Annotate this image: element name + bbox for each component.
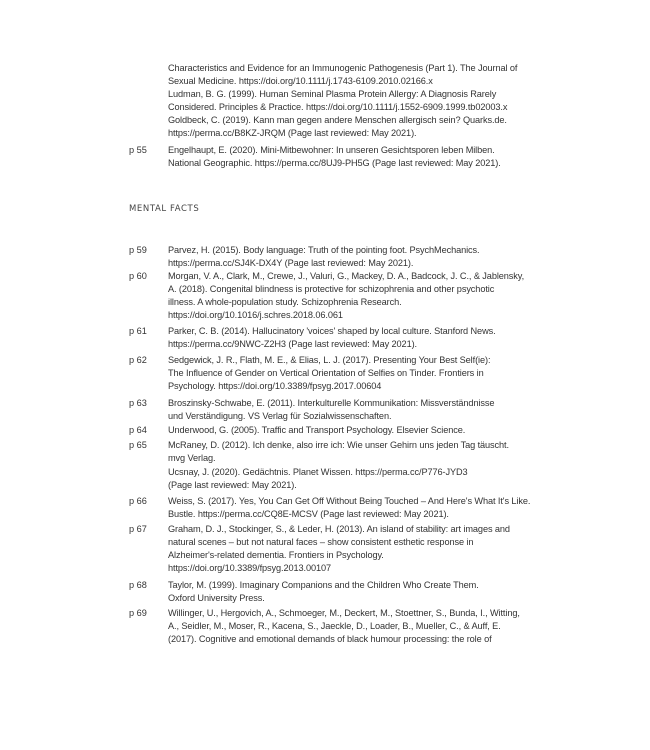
page-number-label: p 64 [129,425,147,435]
reference-line: Characteristics and Evidence for an Immunogenic Pathogenesis (Part 1). The Journal of [168,63,518,73]
reference-line: https://perma.cc/B8KZ-JRQM (Page last reviewed: May 2021). [168,128,417,138]
reference-line: Psychology. https://doi.org/10.3389/fpsyg.2017.00604 [168,381,382,391]
reference-line: Bustle. https://perma.cc/CQ8E-MCSV (Page last reviewed: May 2021). [168,509,449,519]
reference-line: A., Seidler, M., Moser, R., Kacena, S., Jaeckle, D., Loader, B., Mueller, C., & Auff, E. [168,621,501,631]
page-number-label: p 60 [129,271,147,281]
reference-line: Graham, D. J., Stockinger, S., & Leder, H. (2013). An island of stability: art images and [168,524,510,534]
page-number-label: p 55 [129,145,147,155]
reference-line: natural scenes – but not natural faces – show consistent esthetic response in [168,537,474,547]
reference-line: Willinger, U., Hergovich, A., Schmoeger, M., Deckert, M., Stoettner, S., Bunda, I., Witting, [168,608,520,618]
reference-line: https://perma.cc/9NWC-Z2H3 (Page last reviewed: May 2021). [168,339,417,349]
reference-line: Goldbeck, C. (2019). Kann man gegen andere Menschen allergisch sein? Quarks.de. [168,115,507,125]
reference-line: illness. A whole-population study. Schizophrenia Research. [168,297,402,307]
page-number-label: p 59 [129,245,147,255]
reference-line: Taylor, M. (1999). Imaginary Companions and the Children Who Create Them. [168,580,479,590]
reference-line: Oxford University Press. [168,593,265,603]
page-number-label: p 69 [129,608,147,618]
reference-line: Parker, C. B. (2014). Hallucinatory 'voices' shaped by local culture. Stanford News. [168,326,496,336]
reference-line: Weiss, S. (2017). Yes, You Can Get Off Without Being Touched – And Here's What It's Like. [168,496,531,506]
reference-line: Alzheimer's-related dementia. Frontiers in Psychology. [168,550,384,560]
reference-line: https://doi.org/10.1016/j.schres.2018.06.061 [168,310,343,320]
page-number-label: p 61 [129,326,147,336]
reference-line: und Verständigung. VS Verlag für Sozialwissenschaften. [168,411,392,421]
page-number-label: p 63 [129,398,147,408]
reference-line: Morgan, V. A., Clark, M., Crewe, J., Valuri, G., Mackey, D. A., Badcock, J. C., & Jablensky, [168,271,525,281]
reference-line: mvg Verlag. [168,453,216,463]
reference-line: The Influence of Gender on Vertical Orientation of Selfies on Tinder. Frontiers in [168,368,484,378]
reference-line: Sexual Medicine. https://doi.org/10.1111/j.1743-6109.2010.02166.x [168,76,433,86]
reference-line: National Geographic. https://perma.cc/8UJ9-PH5G (Page last reviewed: May 2021). [168,158,501,168]
reference-line: Underwood, G. (2005). Traffic and Transport Psychology. Elsevier Science. [168,425,466,435]
reference-line: Broszinsky-Schwabe, E. (2011). Interkulturelle Kommunikation: Missverständnisse [168,398,495,408]
page-number-label: p 68 [129,580,147,590]
reference-line: Ludman, B. G. (1999). Human Seminal Plasma Protein Allergy: A Diagnosis Rarely [168,89,497,99]
reference-line: McRaney, D. (2012). Ich denke, also irre ich: Wie unser Gehirn uns jeden Tag täuscht. [168,440,509,450]
reference-line: https://perma.cc/SJ4K-DX4Y (Page last reviewed: May 2021). [168,258,414,268]
reference-line: (Page last reviewed: May 2021). [168,480,297,490]
page-number-label: p 66 [129,496,147,506]
page-number-label: p 67 [129,524,147,534]
reference-line: https://doi.org/10.3389/fpsyg.2013.00107 [168,563,332,573]
page-number-label: p 62 [129,355,147,365]
reference-line: Parvez, H. (2015). Body language: Truth of the pointing foot. PsychMechanics. [168,245,480,255]
reference-line: Sedgewick, J. R., Flath, M. E., & Elias, L. J. (2017). Presenting Your Best Self(ie): [168,355,491,365]
reference-line: (2017). Cognitive and emotional demands of black humour processing: the role of [168,634,492,644]
reference-line: Ucsnay, J. (2020). Gedächtnis. Planet Wissen. https://perma.cc/P776-JYD3 [168,467,468,477]
reference-line: A. (2018). Congenital blindness is protective for schizophrenia and other psychotic [168,284,495,294]
section-heading: MENTAL FACTS [129,204,200,214]
reference-line: Considered. Principles & Practice. https://doi.org/10.1111/j.1552-6909.1999.tb02003.x [168,102,508,112]
reference-line: Engelhaupt, E. (2020). Mini-Mitbewohner: In unseren Gesichtsporen leben Milben. [168,145,495,155]
page-number-label: p 65 [129,440,147,450]
